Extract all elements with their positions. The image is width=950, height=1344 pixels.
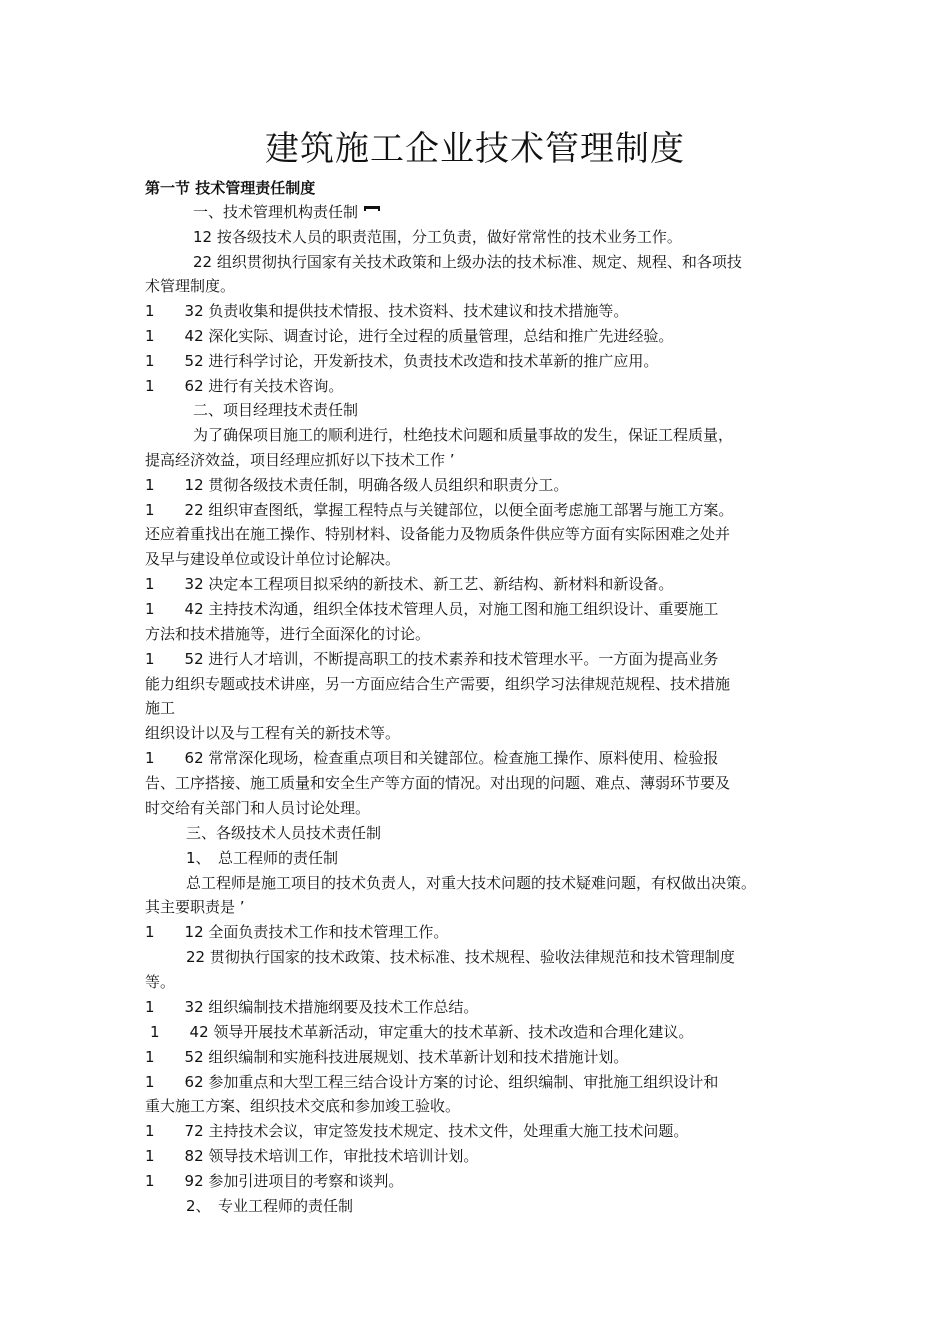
text-line: 告、工序搭接、施工质量和安全生产等方面的情况。对出现的问题、难点、薄弱环节要及: [145, 774, 731, 792]
text-line: 1 52 组织编制和实施科技进展规划、技术革新计划和技术措施计划。: [145, 1048, 629, 1066]
text-line: 为了确保项目施工的顺利进行，杜绝技术问题和质量事故的发生，保证工程质量，: [193, 426, 734, 444]
text-line: 1 12 贯彻各级技术责任制，明确各级人员组织和职责分工。: [145, 476, 569, 494]
text-line: 方法和技术措施等，进行全面深化的讨论。: [145, 625, 431, 643]
text-line: 1 62 进行有关技术咨询。: [145, 377, 344, 395]
text-line: 能力组织专题或技术讲座，另一方面应结合生产需要，组织学习法律规范规程、技术措施: [145, 675, 731, 693]
section-heading: 第一节 技术管理责任制度: [145, 179, 316, 197]
text-line: 1 22 组织审查图纸，掌握工程特点与关键部位，以便全面考虑施工部署与施工方案。: [145, 501, 734, 519]
text-line: 22 组织贯彻执行国家有关技术政策和上级办法的技术标准、规定、规程、和各项技: [193, 253, 742, 271]
text-line: 1 42 领导开展技术革新活动，审定重大的技术革新、技术改造和合理化建议。: [150, 1023, 694, 1041]
text-line: 1 12 全面负责技术工作和技术管理工作。: [145, 923, 449, 941]
text-line: 等。: [145, 973, 176, 991]
text-line: 1 32 决定本工程项目拟采纳的新技术、新工艺、新结构、新材料和新设备。: [145, 575, 674, 593]
document-title: 建筑施工企业技术管理制度: [265, 129, 685, 169]
text-line: 术管理制度。: [145, 277, 236, 295]
text-line: 1 32 负责收集和提供技术情报、技术资料、技术建议和技术措施等。: [145, 302, 629, 320]
subheading-2: 二、项目经理技术责任制: [193, 401, 359, 419]
text-line: 1 42 深化实际、调查讨论，进行全过程的质量管理，总结和推广先进经验。: [145, 327, 674, 345]
text-line: 重大施工方案、组织技术交底和参加竣工验收。: [145, 1097, 461, 1115]
text-line: 1 72 主持技术会议，审定签发技术规定、技术文件，处理重大施工技术问题。: [145, 1122, 689, 1140]
text-line: 22 贯彻执行国家的技术政策、技术标准、技术规程、验收法律规范和技术管理制度: [186, 948, 735, 966]
subheading-3-1: 1、 总工程师的责任制: [186, 849, 339, 867]
text-line: 1 92 参加引进项目的考察和谈判。: [145, 1172, 404, 1190]
text-line: 还应着重找出在施工操作、特别材料、设备能力及物质条件供应等方面有实际困难之处并: [145, 525, 731, 543]
text-line: 1 42 主持技术沟通，组织全体技术管理人员，对施工图和施工组织设计、重要施工: [145, 600, 719, 618]
text-line: 组织设计以及与工程有关的新技术等。: [145, 724, 401, 742]
text-line: 总工程师是施工项目的技术负责人，对重大技术问题的技术疑难问题，有权做出决策。: [186, 874, 757, 892]
bracket-mark-icon: [364, 206, 380, 211]
text-line: 1 62 常常深化现场，检查重点项目和关键部位。检查施工操作、原料使用、检验报: [145, 749, 719, 767]
text-line: 1 62 参加重点和大型工程三结合设计方案的讨论、组织编制、审批施工组织设计和: [145, 1073, 719, 1091]
subheading-3: 三、各级技术人员技术责任制: [186, 824, 382, 842]
subheading-1: [193, 201, 380, 223]
text-line: 1 52 进行科学讨论，开发新技术，负责技术改造和技术革新的推广应用。: [145, 352, 659, 370]
text-line: 提高经济效益，项目经理应抓好以下技术工作 ’: [145, 451, 455, 469]
text-line: 1 52 进行人才培训，不断提高职工的技术素养和技术管理水平。一方面为提高业务: [145, 650, 719, 668]
text-line: 12 按各级技术人员的职责范围，分工负责，做好常常性的技术业务工作。: [193, 228, 682, 246]
text-line: 1 32 组织编制技术措施纲要及技术工作总结。: [145, 998, 479, 1016]
text-line: 及早与建设单位或设计单位讨论解决。: [145, 550, 401, 568]
text-line: 其主要职责是 ’: [145, 898, 245, 916]
subheading-1-text: 一、技术管理机构责任制: [193, 203, 359, 221]
text-line: 时交给有关部门和人员讨论处理。: [145, 799, 371, 817]
subheading-3-2: 2、 专业工程师的责任制: [186, 1197, 354, 1215]
text-line: 施工: [145, 699, 176, 717]
text-line: 1 82 领导技术培训工作，审批技术培训计划。: [145, 1147, 479, 1165]
